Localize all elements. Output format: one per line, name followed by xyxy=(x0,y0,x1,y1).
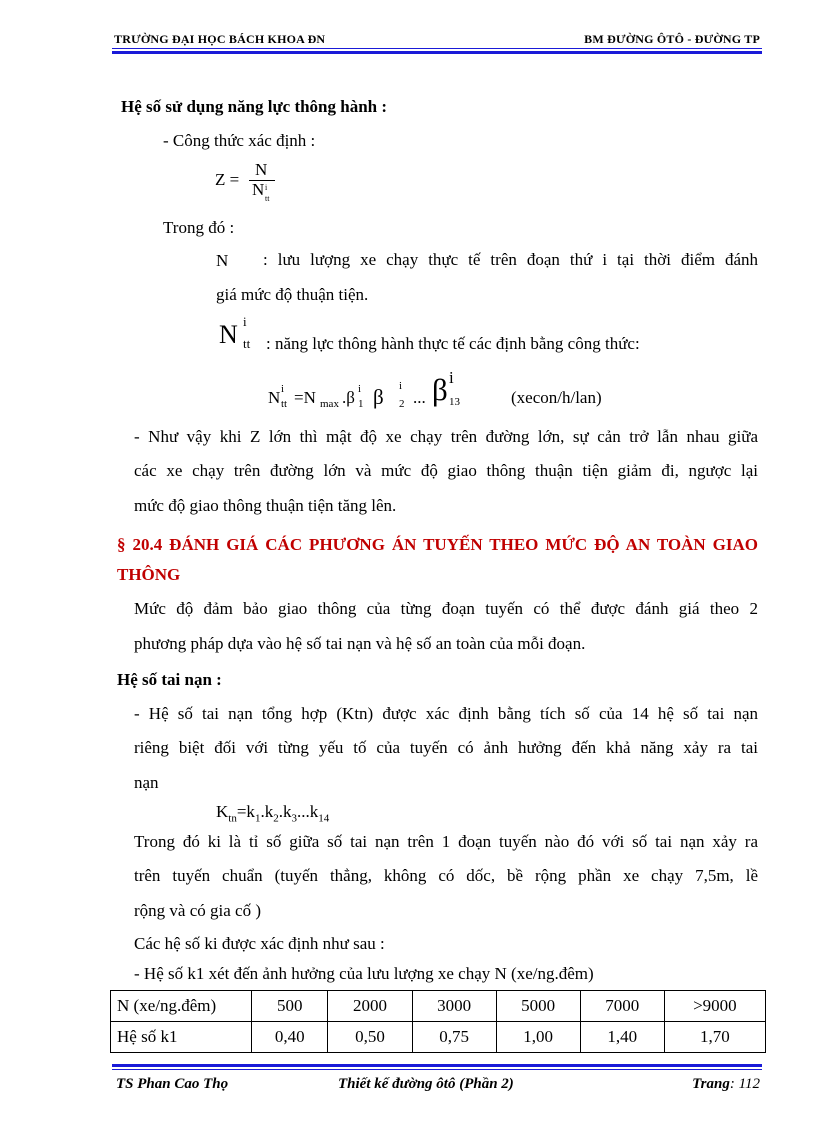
table-cell: 500 xyxy=(252,991,328,1022)
footer-page xyxy=(692,1076,760,1093)
table-cell: 1,40 xyxy=(580,1022,664,1053)
header-right: BM ĐƯỜNG ÔTÔ - ĐƯỜNG TP xyxy=(584,32,760,46)
heading-accident-coef: Hệ số tai nạn : xyxy=(117,670,222,689)
footer-page-number: : 112 xyxy=(729,1076,760,1092)
para-line-1: - Như vậy khi Z lớn thì mật độ xe chạy trên đường lớn, sự cản trở lẫn nhau giữa xyxy=(134,427,758,446)
cf-b1-sup: i xyxy=(358,383,362,395)
z-den-sub: tt xyxy=(265,194,270,203)
cf-sub-max: max xyxy=(320,398,339,410)
table-cell: >9000 xyxy=(664,991,765,1022)
ktn-k14: ...k xyxy=(296,802,319,821)
n-desc-line2: giá mức độ thuận tiện. xyxy=(216,285,369,304)
z-lhs: Z = xyxy=(215,170,240,189)
capacity-formula xyxy=(268,368,638,414)
footer-book-title: Thiết kế đường ôtô (Phần 2) xyxy=(338,1076,514,1092)
cf-b2-sup: i xyxy=(399,380,403,392)
ktn-s3: 3 xyxy=(291,812,297,825)
cf-eq: =N xyxy=(294,388,316,407)
ktn-k2: .k xyxy=(260,802,274,821)
table-cell: 1,70 xyxy=(664,1022,765,1053)
table-cell: Hệ số k1 xyxy=(111,1022,252,1053)
formula-intro: - Công thức xác định : xyxy=(163,131,316,150)
table-cell: 0,50 xyxy=(328,1022,412,1053)
cf-beta13: β xyxy=(432,372,448,407)
ktn-k3: .k xyxy=(278,802,292,821)
p2-line1: Trong đó ki là tỉ số giữa số tai nạn trên 1 đoạn tuyến nào đó với số tai nạn xảy ra xyxy=(134,832,758,851)
section-title-line2: THÔNG xyxy=(117,565,181,584)
cf-b13-sup: i xyxy=(449,368,454,387)
p4: - Hệ số k1 xét đến ảnh hưởng của lưu lượng xe chạy N (xe/ng.đêm) xyxy=(134,964,594,983)
cf-b13-sub: 13 xyxy=(449,396,460,408)
p1-line3: nạn xyxy=(134,773,159,792)
cf-beta2: β xyxy=(373,385,384,409)
header-rule-thick xyxy=(112,51,762,54)
cf-sub-tt: tt xyxy=(281,398,288,410)
z-den-n: N xyxy=(252,180,265,199)
z-numerator: N xyxy=(255,160,268,179)
trong-do-1: Trong đó : xyxy=(163,218,235,237)
cf-b2-sub: 2 xyxy=(399,398,405,410)
z-denominator xyxy=(252,180,264,200)
footer-page-label: Trang xyxy=(692,1076,730,1092)
header-left: TRƯỜNG ĐẠI HỌC BÁCH KHOA ĐN xyxy=(114,32,326,46)
cf-beta1: .β xyxy=(342,388,355,407)
z-formula xyxy=(215,160,295,210)
table-row xyxy=(111,1022,766,1053)
k1-table xyxy=(110,990,766,1053)
ktn-formula xyxy=(216,801,329,829)
p1-line1: - Hệ số tai nạn tổng hợp (Ktn) được xác định bằng tích số của 14 hệ số tai nạn xyxy=(134,704,758,723)
ntt-symbol xyxy=(219,314,269,360)
ntt-sub: tt xyxy=(243,336,251,351)
footer-author: TS Phan Cao Thọ xyxy=(116,1076,229,1092)
footer-rule-thick xyxy=(112,1064,762,1067)
p1-line2: riêng biệt đối với từng yếu tố của tuyến có ảnh hưởng đến khả năng xảy ra tai xyxy=(134,738,758,757)
header-rule-thin xyxy=(112,48,762,49)
para-line-3: mức độ giao thông thuận tiện tăng lên. xyxy=(134,496,397,515)
ntt-n: N xyxy=(219,320,238,349)
table-cell: N (xe/ng.đêm) xyxy=(111,991,252,1022)
table-cell: 0,75 xyxy=(412,1022,496,1053)
cf-unit: (xecon/h/lan) xyxy=(511,388,602,407)
cf-b1-sub: 1 xyxy=(358,398,364,410)
intro-line2: phương pháp dựa vào hệ số tai nạn và hệ số an toàn của mỗi đoạn. xyxy=(134,634,586,653)
table-cell: 3000 xyxy=(412,991,496,1022)
ktn-s14: 14 xyxy=(318,812,330,825)
table-cell: 1,00 xyxy=(496,1022,580,1053)
ktn-s1: 1 xyxy=(254,812,261,825)
cf-ellipsis: ... xyxy=(413,388,426,407)
table-cell: 7000 xyxy=(580,991,664,1022)
para-line-2: các xe chạy trên đường lớn và mức độ giao thông thuận tiện giảm đi, ngược lại xyxy=(134,461,758,480)
cf-n: N xyxy=(268,388,281,407)
intro-line1: Mức độ đảm bảo giao thông của từng đoạn tuyến có thể được đánh giá theo 2 xyxy=(134,599,758,618)
ktn-k: K xyxy=(216,802,229,821)
footer-rule-thin xyxy=(112,1069,762,1070)
table-cell: 5000 xyxy=(496,991,580,1022)
z-den-sup: i xyxy=(265,183,268,192)
section-heading-capacity: Hệ số sử dụng năng lực thông hành : xyxy=(121,97,388,116)
ktn-eq: =k xyxy=(236,802,255,821)
ktn-s2: 2 xyxy=(273,812,279,825)
section-title-line1: § 20.4 ĐÁNH GIÁ CÁC PHƯƠNG ÁN TUYẾN THEO MỨC ĐỘ AN TOÀN GIAO xyxy=(117,535,758,554)
table-cell: 0,40 xyxy=(252,1022,328,1053)
ktn-sub: tn xyxy=(228,812,237,825)
p2-line3: rộng và có gia cố ) xyxy=(134,901,261,920)
p2-line2: trên tuyến chuẩn (tuyến thẳng, không có dốc, bề rộng phần xe chạy 7,5m, lề xyxy=(134,866,758,885)
p3: Các hệ số ki được xác định như sau : xyxy=(134,934,385,953)
cf-sup-i: i xyxy=(281,383,285,395)
n-desc-line1: : lưu lượng xe chạy thực tế trên đoạn thứ i tại thời điểm đánh xyxy=(263,250,758,269)
n-symbol: N xyxy=(216,251,229,270)
ntt-sup: i xyxy=(243,314,247,329)
table-cell: 2000 xyxy=(328,991,412,1022)
table-row xyxy=(111,991,766,1022)
ntt-desc: : năng lực thông hành thực tế các định bằng công thức: xyxy=(266,334,640,353)
